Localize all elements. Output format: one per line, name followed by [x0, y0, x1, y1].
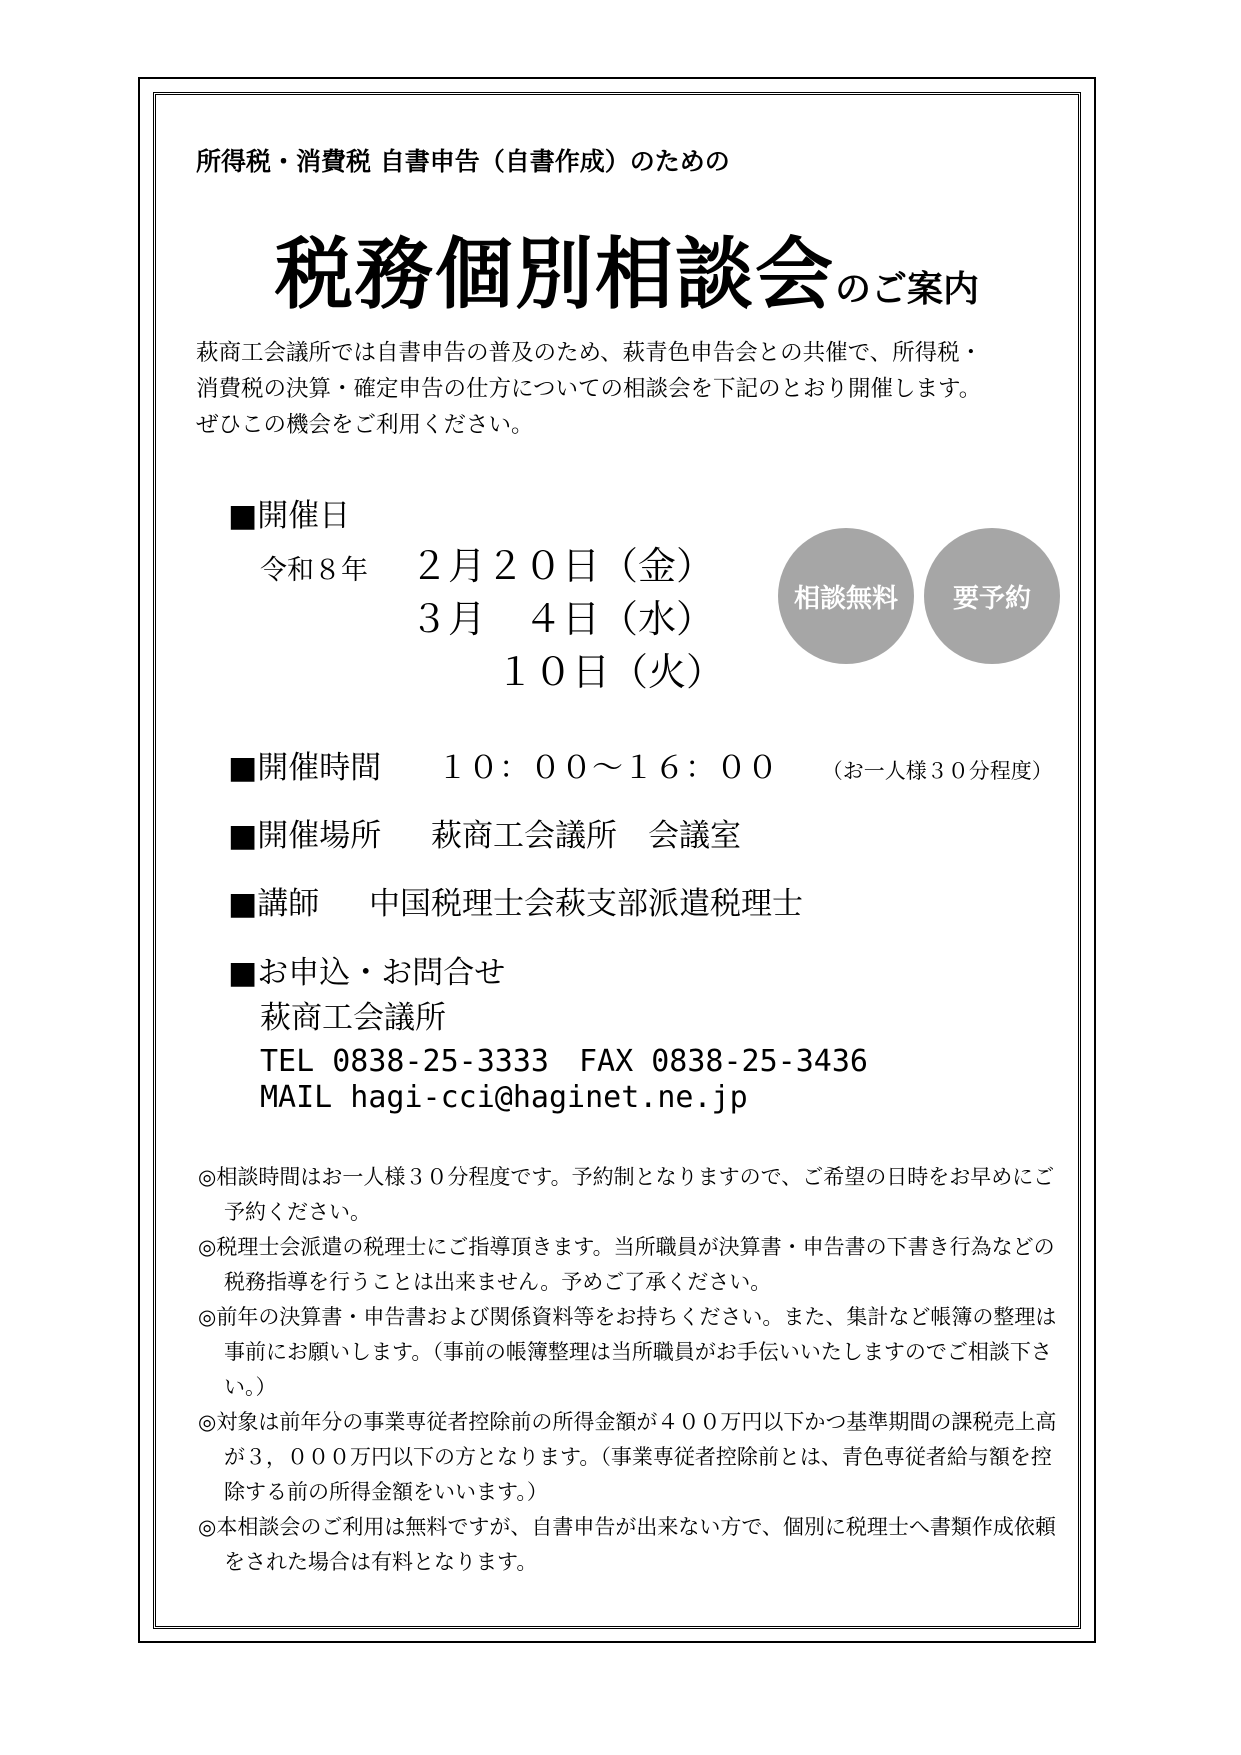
place-section [228, 810, 741, 855]
note-item: ◎税理士会派遣の税理士にご指導頂きます。当所職員が決算書・申告書の下書き行為などの税務指導を行うことは出来ません。予めご了承ください。 [198, 1235, 1055, 1294]
time-value: １０：００～１６：００ [437, 750, 779, 786]
lecturer-section [228, 878, 803, 923]
title-suffix: のご案内 [835, 269, 980, 310]
contact-heading: ■お申込・お問合せ [228, 955, 506, 991]
date-era: 令和８年 [260, 555, 368, 586]
time-heading: ■開催時間 [228, 750, 382, 786]
page-title [275, 212, 979, 324]
time-note: （お一人様３０分程度） [821, 759, 1053, 783]
free-consultation-badge: 相談無料 [778, 528, 914, 664]
notes-list [198, 1160, 1068, 1580]
place-value: 萩商工会議所 会議室 [431, 818, 742, 854]
lecturer-heading: ■講師 [228, 886, 320, 922]
subtitle: 所得税・消費税 自書申告（自書作成）のための [196, 147, 730, 176]
intro-paragraph [196, 335, 982, 443]
intro-line: 消費税の決算・確定申告の仕方についての相談会を下記のとおり開催します。 [196, 376, 982, 402]
note-item: ◎相談時間はお一人様３０分程度です。予約制となりますので、ご希望の日時をお早めにご予約ください。 [198, 1165, 1055, 1224]
intro-line: 萩商工会議所では自書申告の普及のため、萩青色申告会との共催で、所得税・ [196, 340, 983, 366]
note-item: ◎前年の決算書・申告書および関係資料等をお持ちください。また、集計など帳簿の整理は事前にお願いします。（事前の帳簿整理は当所職員がお手伝いいたしますのでご相談下さい。） [198, 1305, 1057, 1399]
place-heading: ■開催場所 [228, 818, 382, 854]
contact-tel-fax: TEL 0838-25-3333 FAX 0838-25-3436 [260, 1044, 868, 1079]
reservation-required-badge: 要予約 [924, 528, 1060, 664]
date-item: ３月 ４日（水） [410, 597, 715, 641]
date-item: １０日（火） [496, 650, 725, 694]
note-item: ◎対象は前年分の事業専従者控除前の所得金額が４００万円以下かつ基準期間の課税売上高が３，０００万円以下の方となります。（事業専従者控除前とは、青色専従者給与額を控除する前の所得金額をいいます。） [198, 1410, 1057, 1504]
lecturer-value: 中国税理士会萩支部派遣税理士 [369, 886, 804, 922]
contact-org: 萩商工会議所 [260, 1000, 446, 1036]
time-section [228, 742, 1053, 787]
date-item: ２月２０日（金） [410, 544, 715, 588]
contact-mail: MAIL hagi-cci@haginet.ne.jp [260, 1080, 748, 1115]
note-item: ◎本相談会のご利用は無料ですが、自書申告が出来ない方で、個別に税理士へ書類作成依頼をされた場合は有料となります。 [198, 1515, 1056, 1574]
title-main: 税務個別相談会 [275, 230, 836, 320]
date-heading: ■開催日 [228, 498, 351, 534]
intro-line: ぜひこの機会をご利用ください。 [196, 412, 534, 438]
